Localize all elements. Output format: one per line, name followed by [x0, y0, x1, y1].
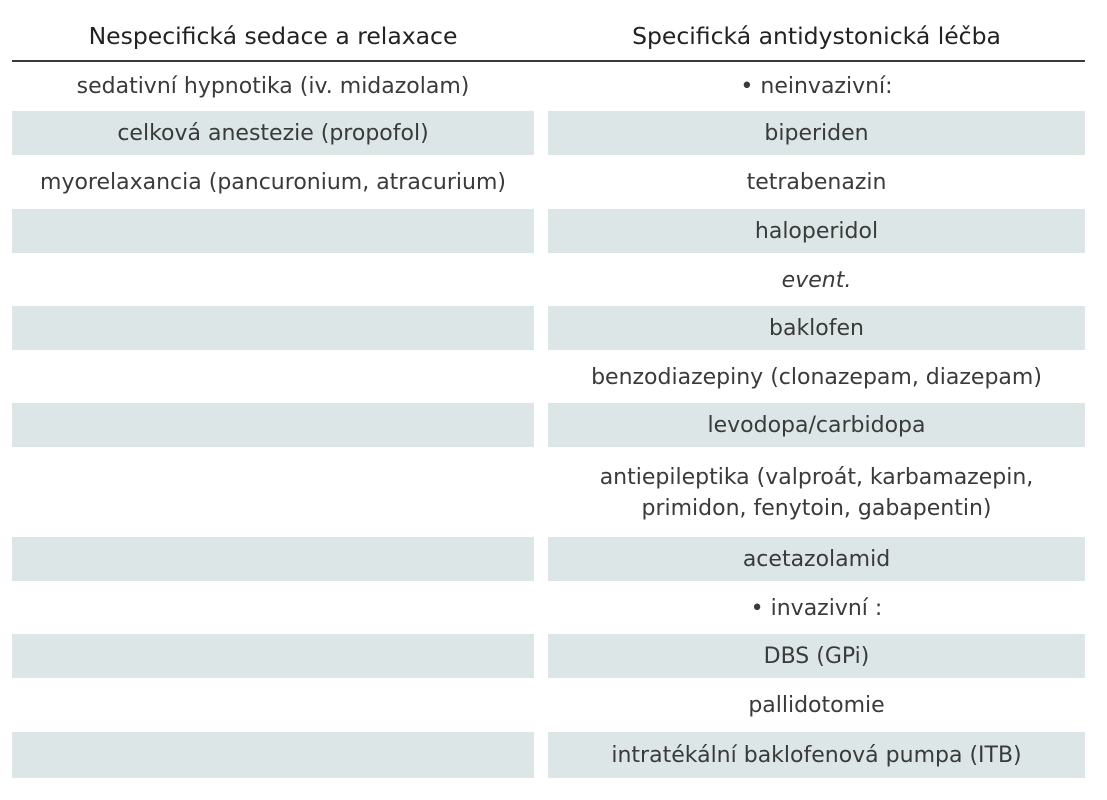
table-header	[12, 0, 1085, 62]
cell-specific: levodopa/carbidopa	[548, 403, 1085, 447]
table-row	[12, 732, 1085, 778]
cell-specific: haloperidol	[548, 209, 1085, 253]
cell-specific: DBS (GPi)	[548, 634, 1085, 678]
cell-specific: baklofen	[548, 306, 1085, 350]
cell-specific: intratékální baklofenová pumpa (ITB)	[548, 732, 1085, 778]
cell-specific: antiepileptika (valproát, karbamazepin, primidon, fenytoin, gabapentin)	[599, 465, 1034, 521]
table-row	[12, 586, 1085, 630]
table-row	[12, 683, 1085, 727]
cell-nonspecific	[12, 258, 534, 302]
cell-specific: event.	[781, 267, 852, 293]
header-specific: Specifická antidystonická léčba	[632, 22, 1001, 50]
cell-nonspecific	[12, 452, 534, 534]
table-row	[12, 355, 1085, 399]
cell-nonspecific	[12, 634, 534, 678]
table-row	[12, 403, 1085, 447]
cell-specific: acetazolamid	[548, 537, 1085, 581]
cell-nonspecific	[12, 306, 534, 350]
table-row	[12, 258, 1085, 302]
table-row	[12, 306, 1085, 350]
table-row	[12, 64, 1085, 108]
cell-nonspecific	[12, 355, 534, 399]
cell-nonspecific	[12, 732, 534, 778]
table-row	[12, 634, 1085, 678]
table-row	[12, 537, 1085, 581]
cell-specific: • invazivní :	[750, 595, 883, 621]
table-row	[12, 160, 1085, 204]
cell-nonspecific	[12, 403, 534, 447]
cell-nonspecific: sedativní hypnotika (iv. midazolam)	[76, 73, 470, 99]
cell-specific: tetrabenazin	[746, 169, 887, 195]
cell-specific: pallidotomie	[748, 692, 885, 718]
cell-nonspecific	[12, 537, 534, 581]
cell-specific: • neinvazivní:	[740, 73, 893, 99]
table-row	[12, 111, 1085, 155]
header-nonspecific: Nespecifická sedace a relaxace	[88, 22, 458, 50]
cell-nonspecific	[12, 209, 534, 253]
cell-nonspecific	[12, 586, 534, 630]
cell-specific: biperiden	[548, 111, 1085, 155]
table-row	[12, 452, 1085, 534]
cell-specific: benzodiazepiny (clonazepam, diazepam)	[591, 364, 1042, 390]
cell-nonspecific: celková anestezie (propofol)	[12, 111, 534, 155]
cell-nonspecific: myorelaxancia (pancuronium, atracurium)	[40, 169, 506, 195]
table-row	[12, 209, 1085, 253]
cell-nonspecific	[12, 683, 534, 727]
